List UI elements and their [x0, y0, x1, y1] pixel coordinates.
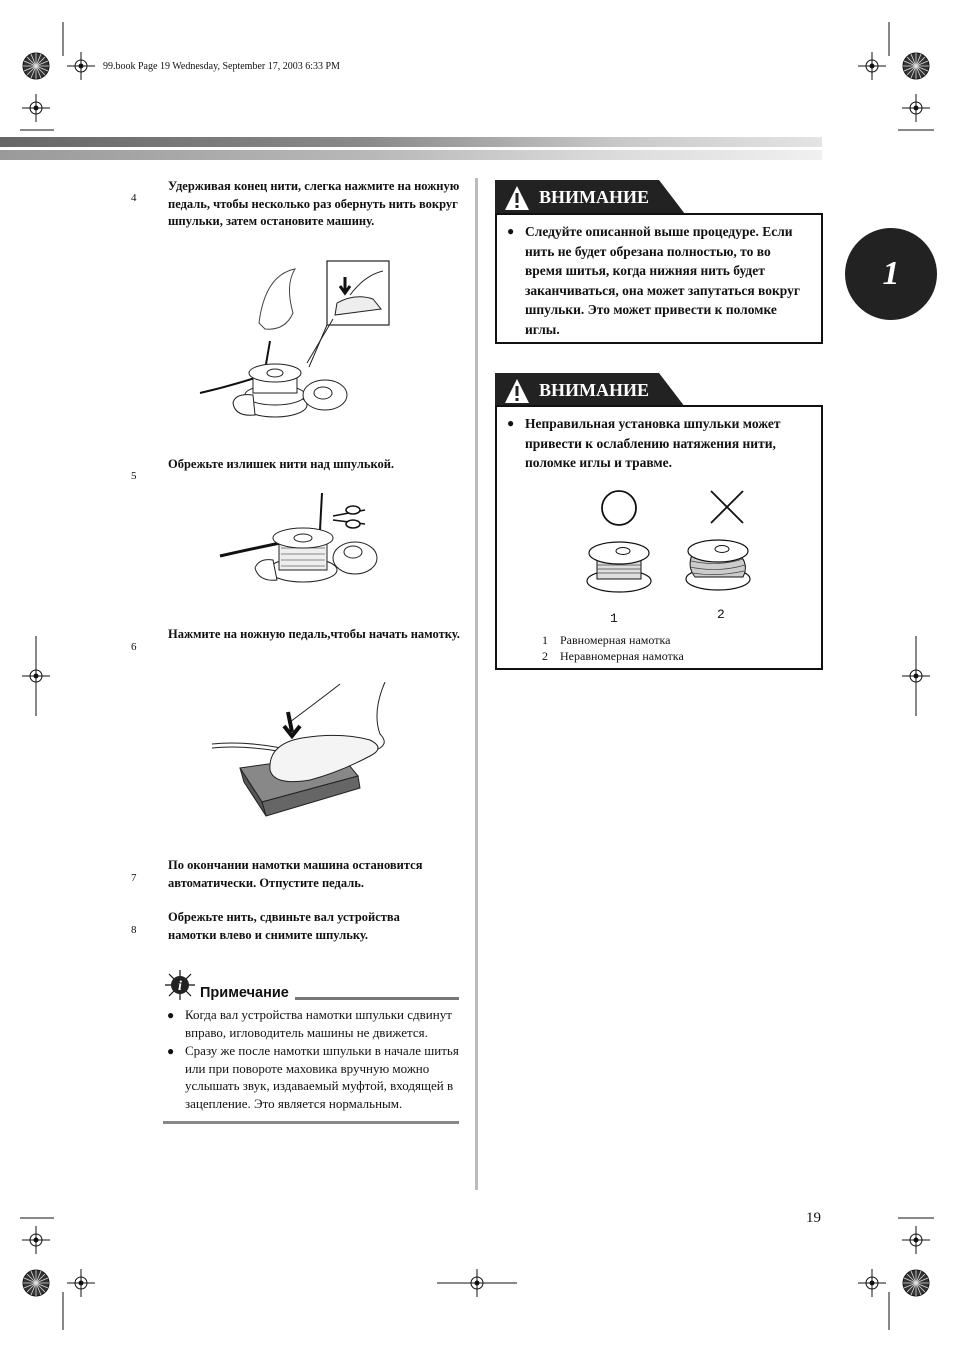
step-text: Нажмите на ножную педаль,чтобы начать намотку. [168, 627, 460, 641]
caution-item [507, 222, 811, 339]
incorrect-icon [711, 491, 743, 523]
legend-num: 1 [542, 633, 548, 647]
legend-item [542, 648, 684, 664]
legend-item [542, 632, 684, 648]
bobbin-comparison-figure [575, 483, 775, 628]
caution-text: Неправильная установка шпульки может привести к ослаблению натяжения нити, поломке иглы и травме. [525, 416, 781, 470]
figure-legend [542, 632, 684, 664]
bullet-icon: ● [167, 1044, 175, 1059]
legend-text: Равномерная намотка [560, 633, 671, 647]
caution-item [507, 414, 811, 473]
note-item [167, 1042, 459, 1112]
step-text: Обрежьте нить, сдвиньте вал устройства намотки влево и снимите шпульку. [168, 910, 400, 942]
note-item [167, 1006, 459, 1041]
note-icon [163, 968, 197, 1002]
file-info-header: 99.book Page 19 Wednesday, September 17, 2003 6:33 PM [103, 61, 340, 72]
figure-label-1: 1 [610, 611, 618, 626]
bullet-icon: ● [507, 224, 515, 238]
step-text: Обрежьте излишек нити над шпулькой. [168, 457, 395, 471]
bobbin-winding-illustration [195, 255, 395, 430]
step-text: Удерживая конец нити, слегка нажмите на ножную педаль, чтобы несколько раз обернуть нить вокруг шпульки, затем остановите машину. [168, 179, 460, 228]
header-band-bottom [0, 150, 822, 160]
step-number: 7 [131, 872, 137, 884]
note-item-text: Сразу же после намотки шпульки в начале шитья или при повороте маховика вручную можно услышать звук, издаваемый муфтой, входящей в зацепление. Это является нормальным. [185, 1043, 459, 1111]
column-divider [475, 178, 478, 1190]
cut-thread-illustration [215, 488, 390, 588]
legend-num: 2 [542, 649, 548, 663]
step-number: 4 [131, 192, 137, 204]
note-item-text: Когда вал устройства намотки шпульки сдвинут вправо, игловодитель машины не движется. [185, 1007, 452, 1040]
step-number: 5 [131, 470, 137, 482]
note-title-rule [295, 997, 459, 1000]
legend-text: Неравномерная намотка [560, 649, 684, 663]
bullet-icon: ● [507, 416, 515, 430]
step-text: По окончании намотки машина остановится автоматически. Отпустите педаль. [168, 858, 423, 890]
figure-label-2: 2 [717, 607, 725, 622]
step-number: 6 [131, 641, 137, 653]
note-section [163, 968, 459, 1124]
note-title: Примечание [200, 985, 289, 1001]
step-number: 8 [131, 924, 137, 936]
foot-pedal-illustration [210, 682, 410, 822]
page-number: 19 [806, 1210, 821, 1226]
note-bottom-rule [163, 1121, 459, 1124]
svg-text:i: i [178, 979, 182, 994]
caution-text: Следуйте описанной выше процедуре. Если нить не будет обрезана полностью, то во время шитья, когда нижняя нить будет заканчиваться, она может запутаться вокруг шпульки. Это может привести к поломке иглы. [525, 224, 800, 337]
caution-title: ВНИМАНИЕ [539, 380, 650, 400]
chapter-badge: 1 [845, 228, 937, 320]
caution-title: ВНИМАНИЕ [539, 187, 650, 207]
header-band-top [0, 137, 822, 147]
bullet-icon: ● [167, 1008, 175, 1022]
correct-icon [602, 491, 636, 525]
caution-box [495, 213, 823, 344]
